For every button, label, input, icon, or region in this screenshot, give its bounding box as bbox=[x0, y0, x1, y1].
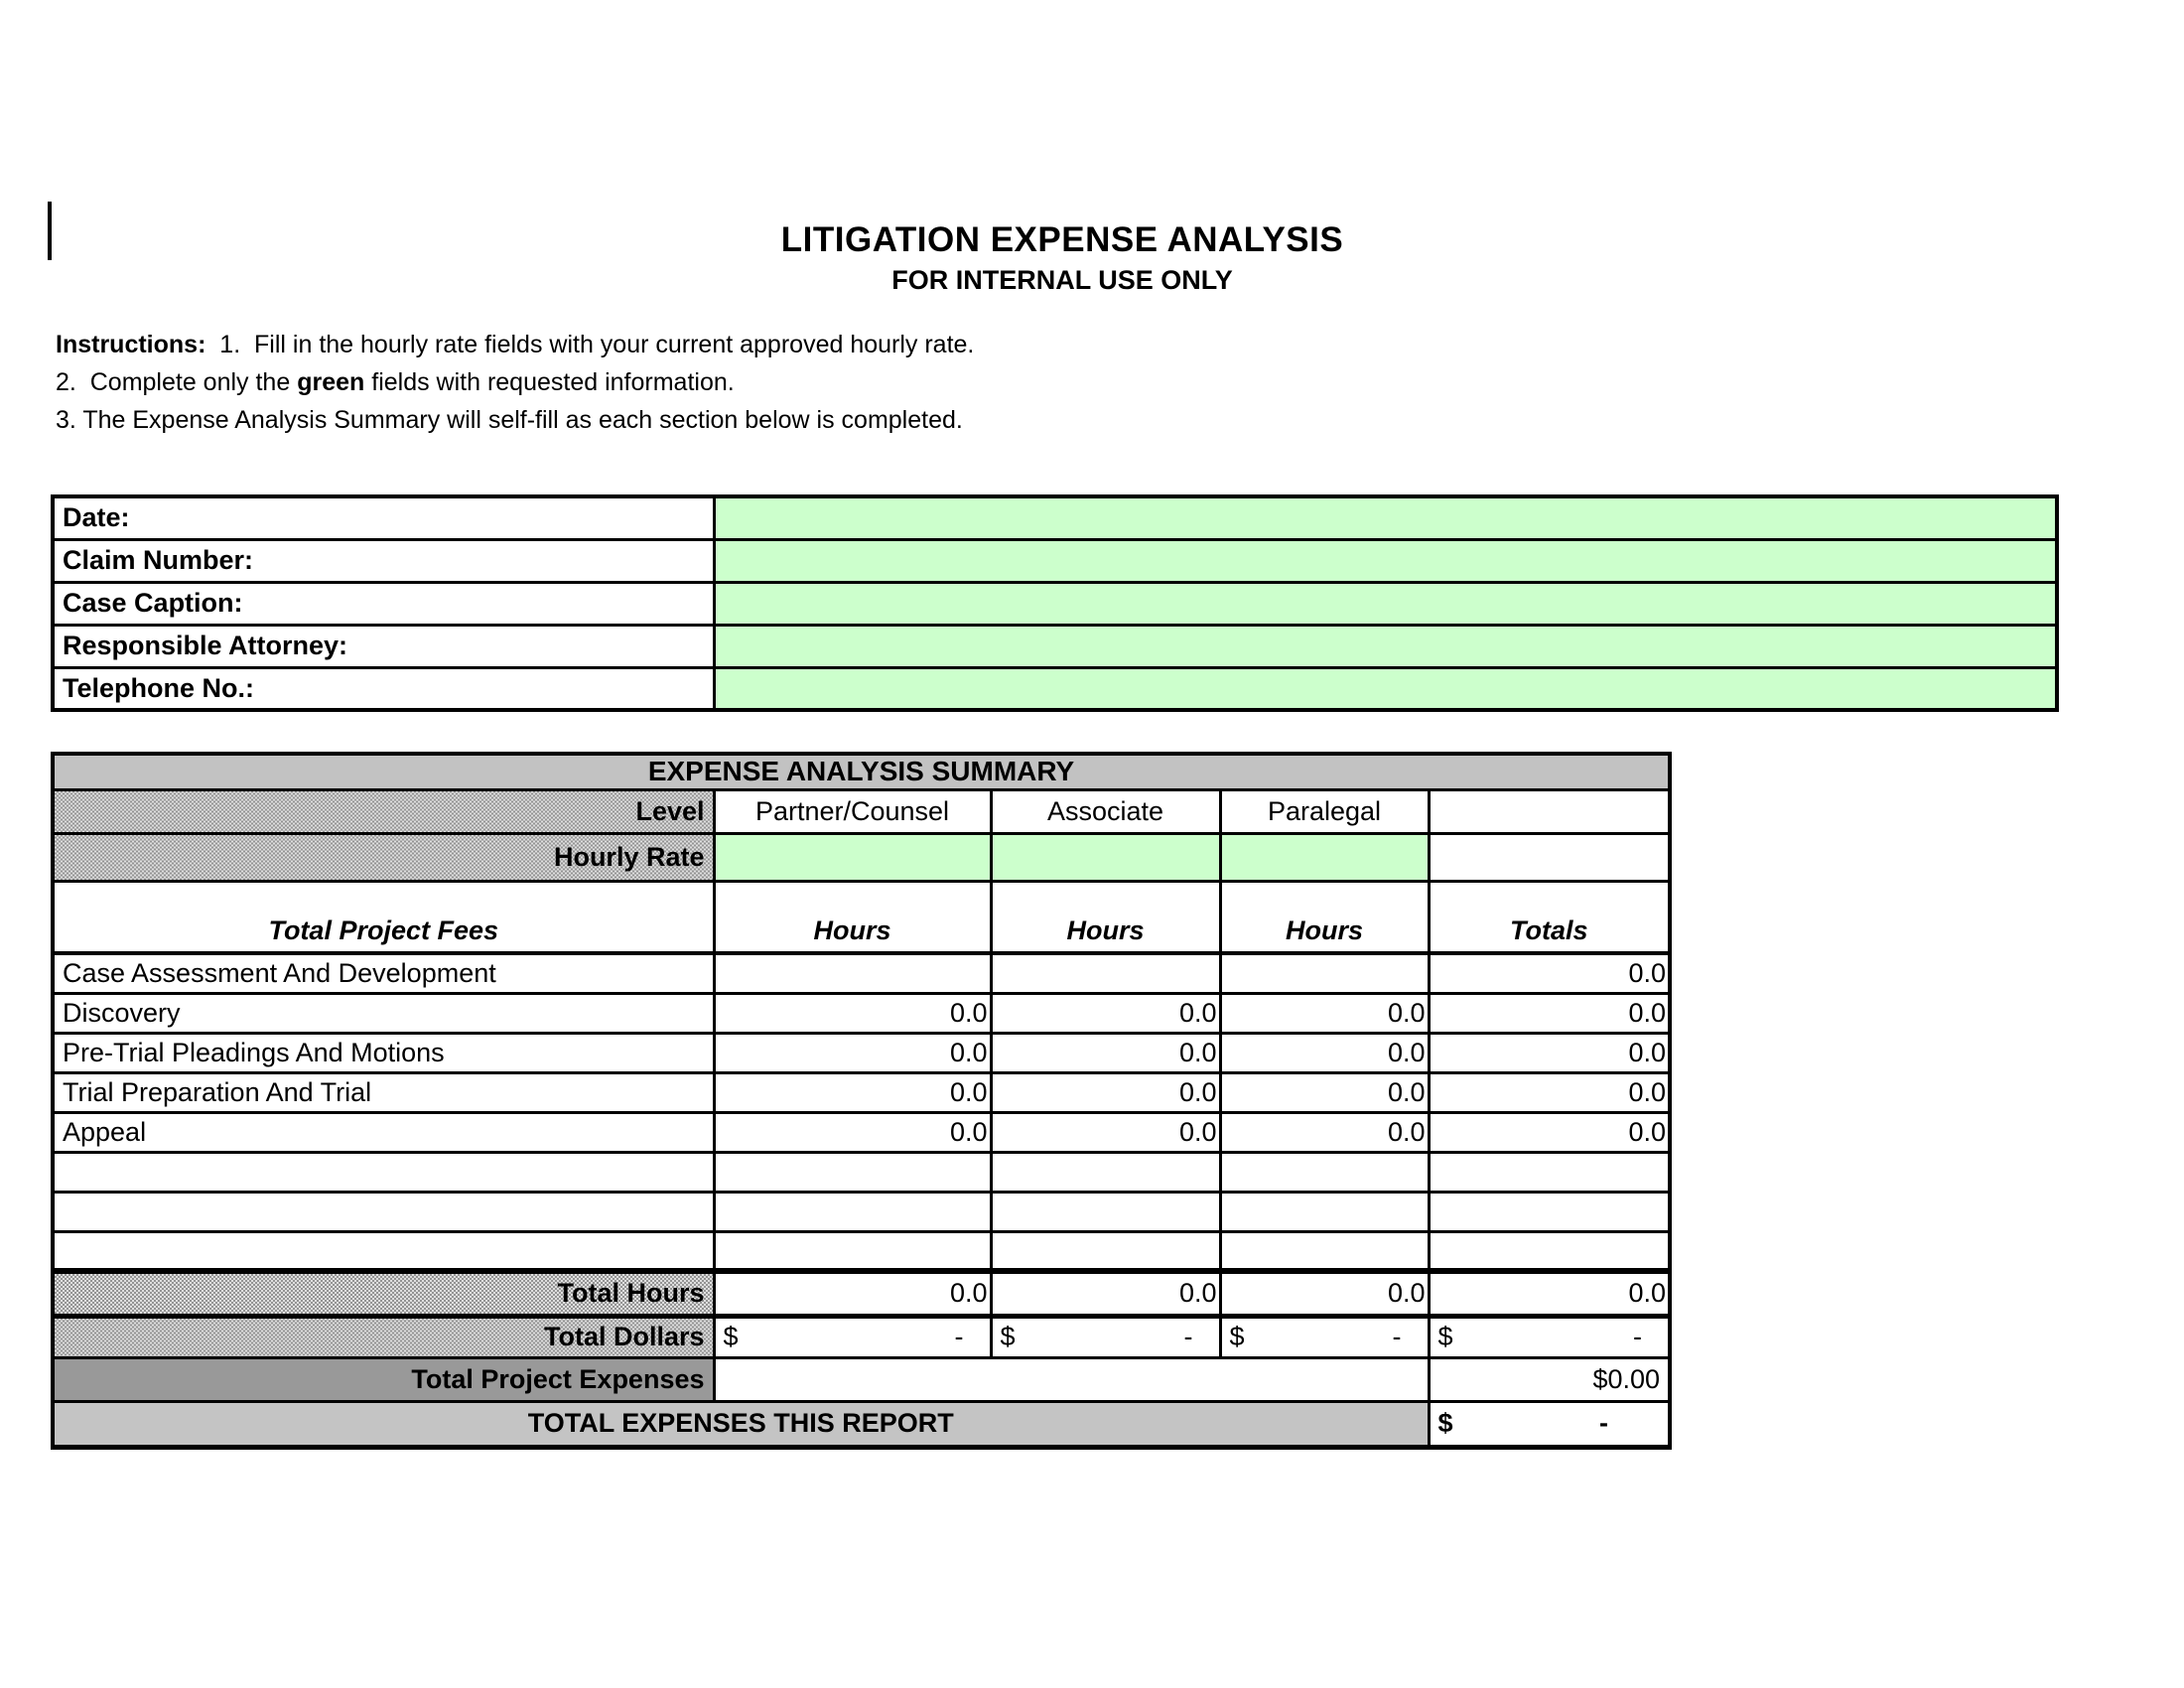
level-empty-cell bbox=[1429, 789, 1670, 833]
fee-cell-partner bbox=[714, 953, 991, 993]
instructions-label: Instructions: bbox=[56, 331, 206, 358]
currency-symbol: $ bbox=[1437, 1322, 1453, 1351]
total-dollars-paralegal: $ - bbox=[1220, 1316, 1429, 1357]
total-dollars-partner: $ - bbox=[714, 1316, 991, 1357]
fee-cell-associate: 0.0 bbox=[991, 1072, 1220, 1112]
fee-cell-partner bbox=[714, 1152, 991, 1192]
summary-title: EXPENSE ANALYSIS SUMMARY bbox=[53, 754, 1670, 789]
fee-cell-paralegal bbox=[1220, 953, 1429, 993]
summary-title-row bbox=[53, 754, 1670, 789]
total-hours-associate: 0.0 bbox=[991, 1271, 1220, 1316]
currency-symbol: $ bbox=[1437, 1408, 1453, 1438]
responsible-attorney-label: Responsible Attorney: bbox=[53, 625, 714, 667]
level-paralegal: Paralegal bbox=[1220, 789, 1429, 833]
fee-cell-total: 0.0 bbox=[1429, 993, 1670, 1033]
fee-cell-partner: 0.0 bbox=[714, 1112, 991, 1152]
total-dollars-total: $ - bbox=[1429, 1316, 1670, 1357]
fee-row-label: Appeal bbox=[53, 1112, 714, 1152]
hourly-rate-partner-input[interactable] bbox=[714, 833, 991, 881]
fee-cell-associate: 0.0 bbox=[991, 993, 1220, 1033]
instruction-line-1: Instructions: 1. Fill in the hourly rate fields with your current approved hourly rate. bbox=[56, 331, 975, 358]
total-hours-total: 0.0 bbox=[1429, 1271, 1670, 1316]
fee-cell-total: 0.0 bbox=[1429, 1033, 1670, 1072]
telephone-label: Telephone No.: bbox=[53, 667, 714, 710]
total-project-fees-header: Total Project Fees bbox=[53, 881, 714, 953]
fee-cell-paralegal: 0.0 bbox=[1220, 1112, 1429, 1152]
fee-cell-paralegal bbox=[1220, 1152, 1429, 1192]
fee-row-pretrial bbox=[53, 1033, 1670, 1072]
fee-row-discovery bbox=[53, 993, 1670, 1033]
fee-cell-paralegal: 0.0 bbox=[1220, 1072, 1429, 1112]
expense-analysis-summary-table bbox=[51, 752, 1672, 1450]
fee-cell-associate bbox=[991, 953, 1220, 993]
total-dollars-associate: $ - bbox=[991, 1316, 1220, 1357]
fee-row-case-assessment bbox=[53, 953, 1670, 993]
instruction-line-2: 2. Complete only the green fields with requested information. bbox=[56, 368, 735, 396]
fee-row-appeal bbox=[53, 1112, 1670, 1152]
fee-cell-paralegal: 0.0 bbox=[1220, 1033, 1429, 1072]
hourly-rate-empty-cell bbox=[1429, 833, 1670, 881]
fee-row-label: Pre-Trial Pleadings And Motions bbox=[53, 1033, 714, 1072]
level-partner-counsel: Partner/Counsel bbox=[714, 789, 991, 833]
fee-cell-associate bbox=[991, 1231, 1220, 1271]
date-input-cell[interactable] bbox=[714, 496, 2057, 539]
fee-row-label bbox=[53, 1192, 714, 1231]
fee-row-label: Trial Preparation And Trial bbox=[53, 1072, 714, 1112]
fee-cell-total: 0.0 bbox=[1429, 1072, 1670, 1112]
fee-cell-partner bbox=[714, 1231, 991, 1271]
hours-header-associate: Hours bbox=[991, 881, 1220, 953]
total-expenses-report-value: $ - bbox=[1429, 1401, 1670, 1447]
case-info-table bbox=[51, 494, 2059, 712]
page-subtitle: FOR INTERNAL USE ONLY bbox=[891, 265, 1233, 295]
table-row bbox=[53, 582, 2057, 625]
level-associate: Associate bbox=[991, 789, 1220, 833]
fee-row-label bbox=[53, 1231, 714, 1271]
fee-row-label: Case Assessment And Development bbox=[53, 953, 714, 993]
total-expenses-report-row bbox=[53, 1401, 1670, 1447]
instructions-block bbox=[56, 326, 974, 439]
fee-cell-total: 0.0 bbox=[1429, 1112, 1670, 1152]
responsible-attorney-input-cell[interactable] bbox=[714, 625, 2057, 667]
page-title: LITIGATION EXPENSE ANALYSIS bbox=[780, 220, 1344, 259]
currency-symbol: $ bbox=[1000, 1322, 1016, 1351]
hourly-rate-row bbox=[53, 833, 1670, 881]
total-hours-label: Total Hours bbox=[53, 1271, 714, 1316]
fee-cell-associate: 0.0 bbox=[991, 1033, 1220, 1072]
total-project-expenses-label: Total Project Expenses bbox=[53, 1357, 714, 1401]
level-label: Level bbox=[53, 789, 714, 833]
fee-cell-associate bbox=[991, 1152, 1220, 1192]
total-expenses-report-label: TOTAL EXPENSES THIS REPORT bbox=[53, 1401, 1429, 1447]
level-row bbox=[53, 789, 1670, 833]
total-project-expenses-row bbox=[53, 1357, 1670, 1401]
date-label: Date: bbox=[53, 496, 714, 539]
currency-symbol: $ bbox=[723, 1322, 739, 1351]
fee-cell-paralegal bbox=[1220, 1192, 1429, 1231]
hours-header-paralegal: Hours bbox=[1220, 881, 1429, 953]
total-hours-partner: 0.0 bbox=[714, 1271, 991, 1316]
total-dollars-row bbox=[53, 1316, 1670, 1357]
telephone-input-cell[interactable] bbox=[714, 667, 2057, 710]
hours-header-partner: Hours bbox=[714, 881, 991, 953]
total-project-expenses-blank bbox=[714, 1357, 1429, 1401]
table-row bbox=[53, 667, 2057, 710]
case-caption-input-cell[interactable] bbox=[714, 582, 2057, 625]
table-row bbox=[53, 625, 2057, 667]
fee-row-blank bbox=[53, 1231, 1670, 1271]
fee-cell-partner: 0.0 bbox=[714, 993, 991, 1033]
fee-cell-total: 0.0 bbox=[1429, 953, 1670, 993]
totals-header: Totals bbox=[1429, 881, 1670, 953]
fee-row-label bbox=[53, 1152, 714, 1192]
fee-row-trial-prep bbox=[53, 1072, 1670, 1112]
fee-cell-paralegal bbox=[1220, 1231, 1429, 1271]
table-row bbox=[53, 539, 2057, 582]
total-project-expenses-value: $0.00 bbox=[1429, 1357, 1670, 1401]
fee-cell-associate: 0.0 bbox=[991, 1112, 1220, 1152]
fee-row-label: Discovery bbox=[53, 993, 714, 1033]
fee-cell-paralegal: 0.0 bbox=[1220, 993, 1429, 1033]
instruction-line-3: 3. The Expense Analysis Summary will self-fill as each section below is completed. bbox=[56, 406, 963, 434]
fee-cell-total bbox=[1429, 1152, 1670, 1192]
hourly-rate-paralegal-input[interactable] bbox=[1220, 833, 1429, 881]
page-header bbox=[0, 220, 2124, 296]
fee-cell-partner: 0.0 bbox=[714, 1033, 991, 1072]
fee-cell-associate bbox=[991, 1192, 1220, 1231]
fee-cell-partner bbox=[714, 1192, 991, 1231]
claim-number-input-cell[interactable] bbox=[714, 539, 2057, 582]
hourly-rate-label: Hourly Rate bbox=[53, 833, 714, 881]
fee-cell-total bbox=[1429, 1192, 1670, 1231]
hourly-rate-associate-input[interactable] bbox=[991, 833, 1220, 881]
fee-cell-total bbox=[1429, 1231, 1670, 1271]
currency-symbol: $ bbox=[1229, 1322, 1245, 1351]
fee-row-blank bbox=[53, 1192, 1670, 1231]
total-hours-paralegal: 0.0 bbox=[1220, 1271, 1429, 1316]
fees-header-row bbox=[53, 881, 1670, 953]
table-row bbox=[53, 496, 2057, 539]
claim-number-label: Claim Number: bbox=[53, 539, 714, 582]
fee-cell-partner: 0.0 bbox=[714, 1072, 991, 1112]
fee-row-blank bbox=[53, 1152, 1670, 1192]
total-dollars-label: Total Dollars bbox=[53, 1316, 714, 1357]
case-caption-label: Case Caption: bbox=[53, 582, 714, 625]
total-hours-row bbox=[53, 1271, 1670, 1316]
